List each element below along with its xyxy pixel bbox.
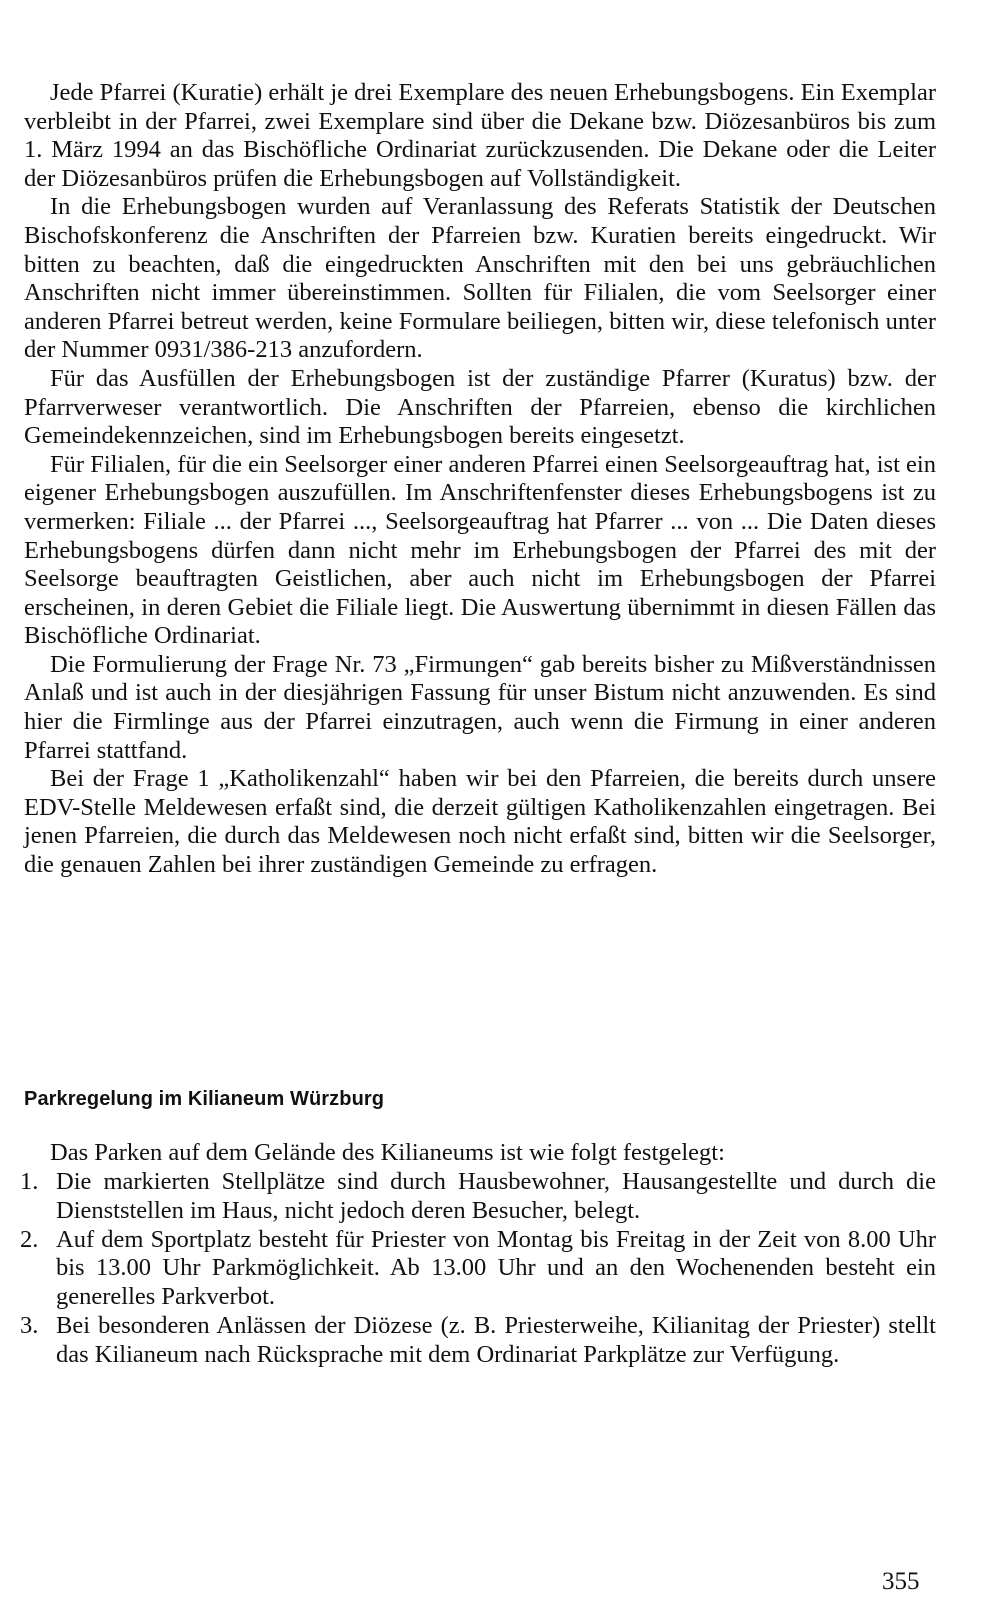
list-item-text: Auf dem Sportplatz besteht für Priester von Montag bis Freitag in der Zeit von 8.00 Uhr bis 13.00 Uhr Parkmöglichkeit. Ab 13.00 Uhr und an den Wochenenden besteht ein generelles Parkverbot.	[56, 1225, 936, 1310]
paragraph: In die Erhebungsbogen wurden auf Veranlassung des Referats Statistik der Deutschen Bischofskonferenz die Anschriften der Pfarreien bzw. Kuratien bereits eingedruckt. Wir bitten zu beachten, daß die eingedruckten Anschriften mit den bei uns gebräuchlichen Anschriften nicht immer übereinstimmen. Sollten für Filialen, die vom Seelsorger einer anderen Pfarrei betreut werden, keine Formulare beiliegen, bitten wir, diese telefonisch unter der Nummer 0931/386-213 anzufordern.	[24, 193, 936, 364]
list-item	[20, 1168, 936, 1225]
section-heading: Parkregelung im Kilianeum Würzburg	[24, 1088, 385, 1110]
section-intro: Das Parken auf dem Gelände des Kilianeums ist wie folgt festgelegt:	[50, 1139, 725, 1166]
list-item-number: 3.	[20, 1311, 39, 1339]
paragraph: Jede Pfarrei (Kuratie) erhält je drei Exemplare des neuen Erhebungsbogens. Ein Exemplar verbleibt in der Pfarrei, zwei Exemplare sind über die Dekane bzw. Diözesanbüros bis zum 1. März 1994 an das Bischöfliche Ordinariat zurückzusenden. Die Dekane oder die Leiter der Diözesanbüros prüfen die Erhebungsbogen auf Vollständigkeit.	[24, 79, 936, 192]
list-item-number: 2.	[20, 1225, 39, 1253]
paragraph: Für das Ausfüllen der Erhebungsbogen ist der zuständige Pfarrer (Kuratus) bzw. der Pfarrverweser verantwortlich. Die Anschriften der Pfarreien, ebenso die kirchlichen Gemeindekennzeichen, sind im Erhebungsbogen bereits eingesetzt.	[24, 364, 936, 450]
paragraph: Die Formulierung der Frage Nr. 73 „Firmungen“ gab bereits bisher zu Mißverständnissen Anlaß und ist auch in der diesjährigen Fassung für unser Bistum nicht anzuwenden. Es sind hier die Firmlinge aus der Pfarrei einzutragen, auch wenn die Firmung in einer anderen Pfarrei stattfand.	[24, 650, 936, 764]
list-item	[20, 1226, 936, 1312]
main-text	[24, 79, 936, 880]
page-number: 355	[882, 1568, 920, 1595]
list-item	[20, 1312, 936, 1369]
list-item-text: Bei besonderen Anlässen der Diözese (z. B. Priesterweihe, Kilianitag der Priester) stellt das Kilianeum nach Rücksprache mit dem Ordinariat Parkplätze zur Verfügung.	[56, 1311, 936, 1368]
list-item-text: Die markierten Stellplätze sind durch Hausbewohner, Hausangestellte und durch die Dienststellen im Haus, nicht jedoch deren Besucher, belegt.	[56, 1168, 936, 1224]
parking-rules-list	[20, 1168, 936, 1370]
paragraph: Für Filialen, für die ein Seelsorger einer anderen Pfarrei einen Seelsorgeauftrag hat, ist ein eigener Erhebungsbogen auszufüllen. Im Anschriftenfenster dieses Erhebungsbogens ist zu vermerken: Filiale ... der Pfarrei ..., Seelsorgeauftrag hat Pfarrer ... von ... Die Daten dieses Erhebungsbogens dürfen dann nicht mehr im Erhebungsbogen der Pfarrei des mit der Seelsorge beauftragten Geistlichen, aber auch nicht im Erhebungsbogen der Pfarrei erscheinen, in deren Gebiet die Filiale liegt. Die Auswertung übernimmt in diesen Fällen das Bischöfliche Ordinariat.	[24, 450, 936, 650]
list-item-number: 1.	[20, 1168, 39, 1195]
paragraph: Bei der Frage 1 „Katholikenzahl“ haben wir bei den Pfarreien, die bereits durch unsere EDV-Stelle Meldewesen erfaßt sind, die derzeit gültigen Katholikenzahlen eingetragen. Bei jenen Pfarreien, die durch das Meldewesen noch nicht erfaßt sind, bitten wir die Seelsorger, die genauen Zahlen bei ihrer zuständigen Gemeinde zu erfragen.	[24, 765, 936, 879]
